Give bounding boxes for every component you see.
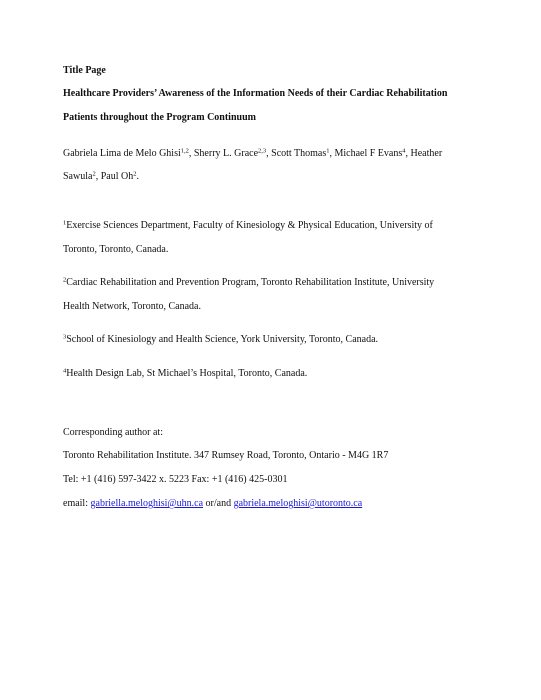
author-name: , Michael F Evans [329, 148, 403, 159]
author-affiliation-mark: 2,3 [258, 147, 267, 155]
affiliation-text: School of Kinesiology and Health Science, York University, Toronto, Canada. [66, 334, 379, 345]
email-separator: or/and [203, 498, 234, 509]
author-affiliation-mark: 1 [326, 147, 330, 155]
author-name: , Paul Oh [95, 171, 134, 182]
affiliation-text: Cardiac Rehabilitation and Prevention Program, Toronto Rehabilitation Institute, University [66, 277, 435, 288]
author-name: Gabriela Lima de Melo Ghisi [63, 148, 181, 159]
paper-title-line-2: Patients throughout the Program Continuum [63, 112, 256, 123]
corresponding-email-line [63, 497, 362, 510]
affiliation-1-line-1 [63, 219, 433, 232]
author-name: , Scott Thomas [266, 148, 327, 159]
affiliation-number: 2 [63, 276, 67, 284]
corresponding-author-label: Corresponding author at: [63, 427, 163, 438]
author-affiliation-mark: 2 [133, 170, 137, 178]
author-name: Sawula [63, 171, 93, 182]
affiliation-text: Health Design Lab, St Michael’s Hospital, Toronto, Canada. [66, 368, 308, 379]
author-affiliation-mark: 4 [402, 147, 406, 155]
author-list-line-1 [63, 147, 442, 160]
affiliation-number: 3 [63, 333, 67, 341]
corresponding-phone-fax: Tel: +1 (416) 597-3422 x. 5223 Fax: +1 (416) 425-0301 [63, 474, 288, 485]
author-list-end: . [136, 171, 139, 182]
author-name: , Sherry L. Grace [188, 148, 259, 159]
email-label: email: [63, 498, 91, 509]
affiliation-number: 4 [63, 367, 67, 375]
affiliation-number: 1 [63, 219, 67, 227]
author-affiliation-mark: 2 [92, 170, 96, 178]
email-link-utoronto[interactable]: gabriela.meloghisi@utoronto.ca [233, 498, 363, 509]
paper-title-line-1: Healthcare Providers’ Awareness of the Information Needs of their Cardiac Rehabilitation [63, 88, 448, 99]
affiliation-2-line-2: Health Network, Toronto, Canada. [63, 301, 201, 312]
author-name: , Heather [405, 148, 443, 159]
page-heading: Title Page [63, 65, 106, 76]
corresponding-address: Toronto Rehabilitation Institute. 347 Rumsey Road, Toronto, Ontario - M4G 1R7 [63, 450, 389, 461]
affiliation-2-line-1 [63, 276, 434, 289]
affiliation-text: Exercise Sciences Department, Faculty of Kinesiology & Physical Education, University of [66, 220, 433, 231]
author-list-line-2 [63, 170, 139, 183]
email-link-uhn[interactable]: gabriella.meloghisi@uhn.ca [90, 498, 204, 509]
affiliation-3 [63, 333, 378, 346]
affiliation-1-line-2: Toronto, Toronto, Canada. [63, 244, 169, 255]
author-affiliation-mark: 1,2 [180, 147, 189, 155]
affiliation-4 [63, 367, 307, 380]
